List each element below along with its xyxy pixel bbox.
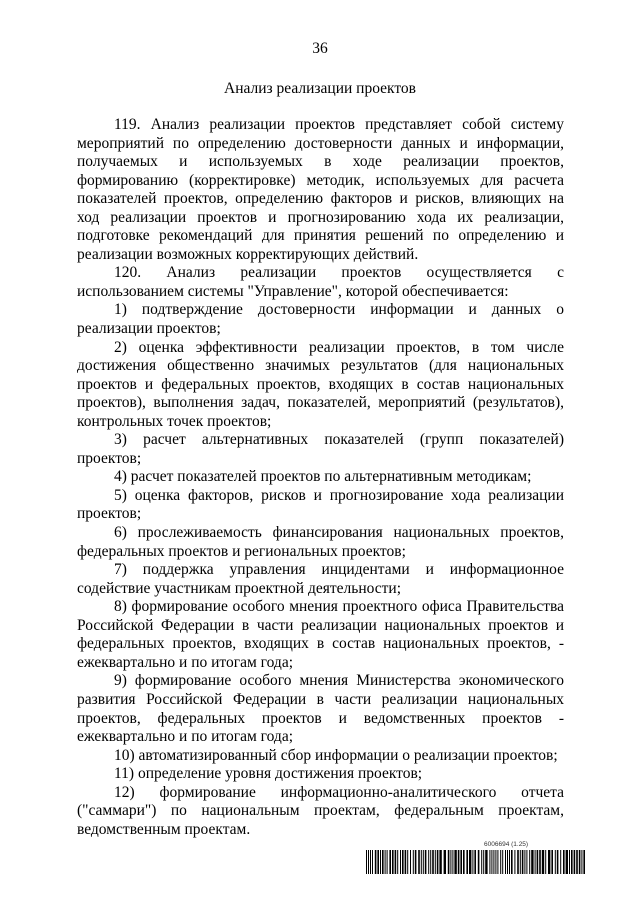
list-item-1: 1) подтверждение достоверности информации и данных о реализации проектов; <box>77 301 564 338</box>
list-item-10: 10) автоматизированный сбор информации о реализации проектов; <box>114 746 558 764</box>
list-item-8: 8) формирование особого мнения проектного офиса Правительства Российской Федерации в части реализации национальных проектов и федеральных проектов, входящих в состав национальных проектов, - ежеквартально и по итогам года; <box>77 598 564 671</box>
paragraph-120: 120. Анализ реализации проектов осуществляется с использованием системы "Управление", которой обеспечивается: <box>77 264 564 300</box>
document-body <box>77 116 564 839</box>
list-item-7: 7) поддержка управления инцидентами и информационное содействие участникам проектной деятельности; <box>77 561 564 597</box>
document-code: 6006694 (1.25) <box>484 841 529 848</box>
list-item-4: 4) расчет показателей проектов по альтернативным методикам; <box>114 468 532 486</box>
page-number: 36 <box>312 40 328 57</box>
paragraph-119: 119. Анализ реализации проектов представляет собой систему мероприятий по определению достоверности данных и информации, получаемых и используемых в ходе реализации проектов, формированию (корректировке) методик, используемых для расчета показателей проектов, определению факторов и рисков, влияющих на ход реализации проектов и прогнозированию хода их реализации, подготовке рекомендаций для принятия решений по определению и реализации возможных корректирующих действий. <box>77 116 564 263</box>
list-item-11: 11) определение уровня достижения проектов; <box>114 765 423 783</box>
list-item-5: 5) оценка факторов, рисков и прогнозирование хода реализации проектов; <box>77 486 564 523</box>
list-item-9: 9) формирование особого мнения Министерства экономического развития Российской Федерации в части реализации национальных проектов, федеральных проектов и ведомственных проектов - ежеквартально и по итогам года; <box>77 672 564 746</box>
page-title: Анализ реализации проектов <box>224 80 416 97</box>
list-item-2: 2) оценка эффективности реализации проектов, в том числе достижения общественно значимых результатов (для национальных проектов и федеральных проектов, входящих в состав национальных проектов), выполнения задач, показателей, мероприятий (результатов), контрольных точек проектов; <box>77 338 564 430</box>
list-item-6: 6) прослеживаемость финансирования национальных проектов, федеральных проектов и региональных проектов; <box>77 524 564 560</box>
list-item-12: 12) формирование информационно-аналитического отчета ("саммари") по национальным проектам, федеральным проектам, ведомственным проектам. <box>77 783 564 838</box>
barcode-icon <box>366 850 586 874</box>
list-item-3: 3) расчет альтернативных показателей (групп показателей) проектов; <box>77 431 564 467</box>
